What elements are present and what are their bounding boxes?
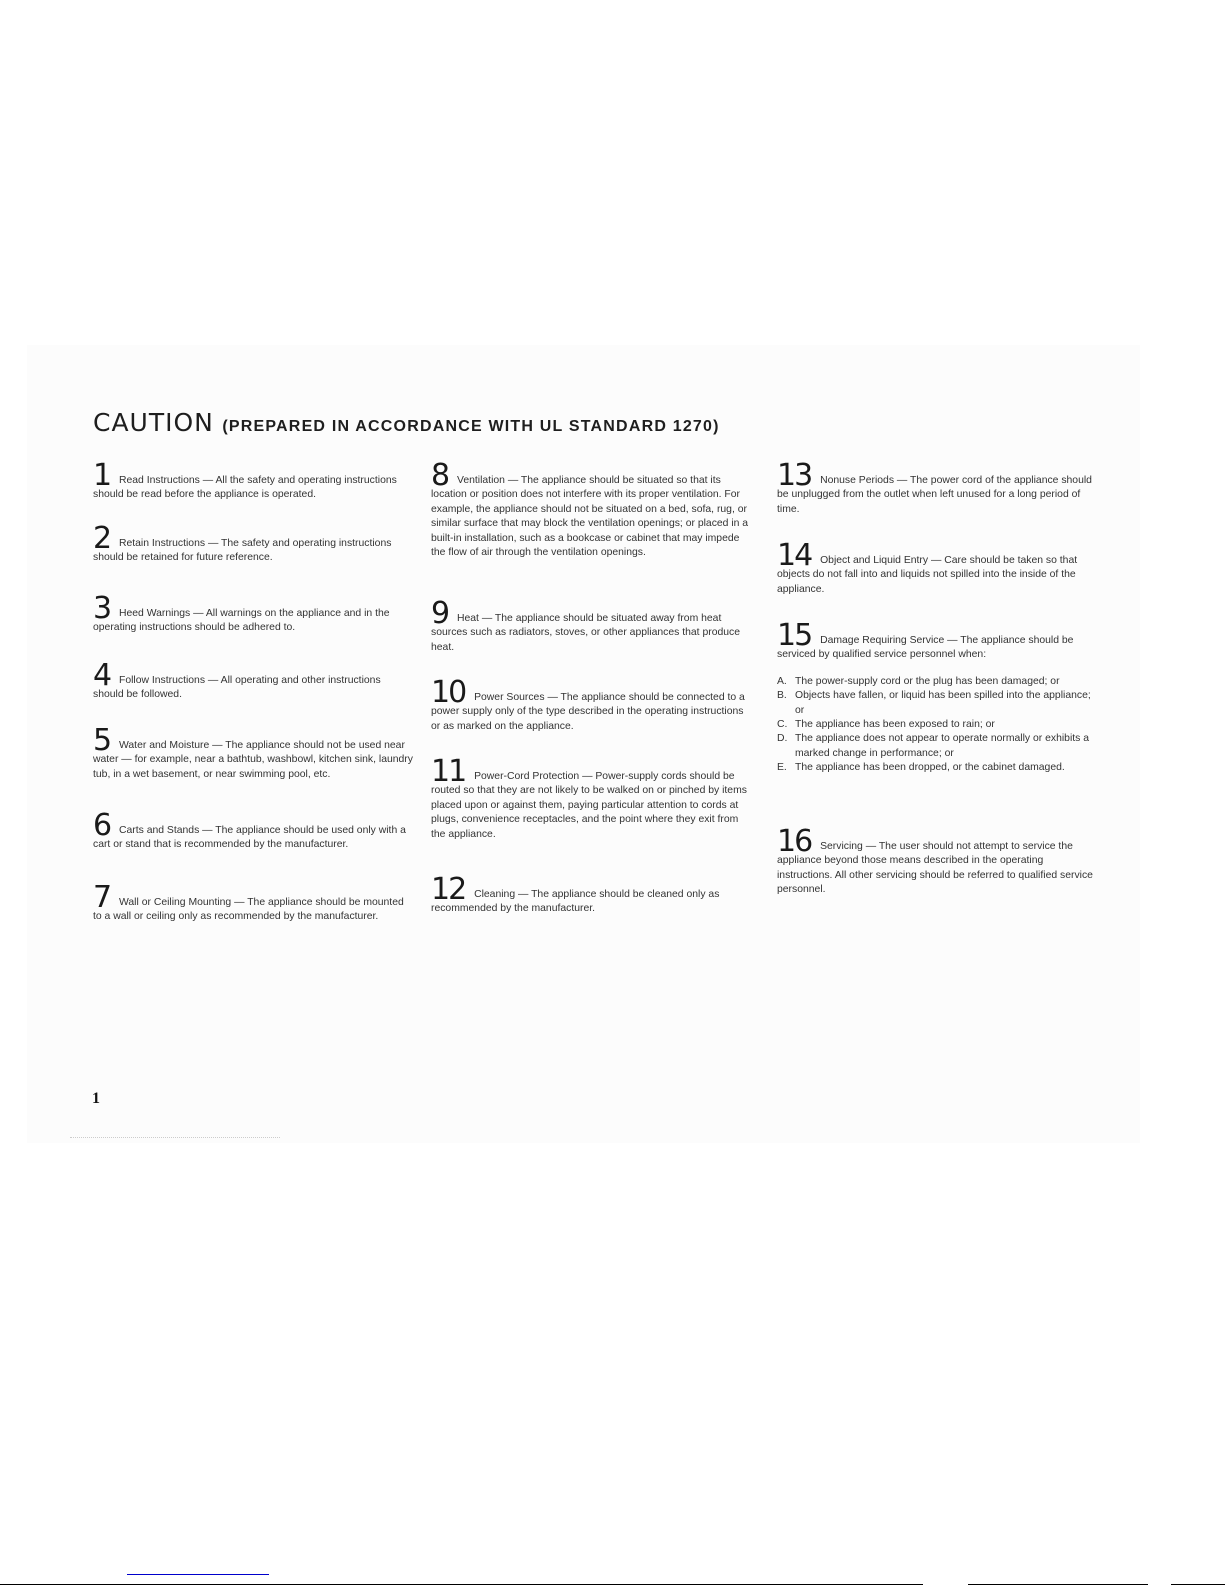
item-number: 5 [93, 723, 111, 758]
dash: — [207, 538, 219, 549]
item-heading: Damage Requiring Service [820, 635, 945, 646]
service-conditions-list [777, 675, 1097, 776]
dash: — [193, 608, 204, 619]
condition-text: The appliance has been dropped, or the cabinet damaged. [795, 762, 1065, 774]
item-heading: Follow Instructions [118, 675, 206, 686]
dash: — [207, 675, 219, 686]
caution-heading: CAUTION [93, 408, 214, 437]
item-text: The appliance should not be used near water — for example, near a bathtub, washbowl, kitchen sink, laundry tub, in a wet basement, or near swimming pool, etc. [93, 740, 413, 780]
item-number: 2 [93, 521, 111, 556]
item-text: The appliance should be used only with a cart or stand that is recommended by the manufacturer. [93, 825, 406, 851]
safety-item-15 [777, 618, 1097, 776]
dash: — [234, 897, 245, 908]
item-heading: Wall or Ceiling Mounting [118, 897, 232, 908]
caution-subtitle: (PREPARED IN ACCORDANCE WITH UL STANDARD 1270) [222, 418, 720, 435]
condition-d [777, 732, 1097, 761]
condition-a [777, 675, 1097, 689]
item-heading: Carts and Stands [118, 825, 200, 836]
item-number: 1 [93, 458, 111, 493]
dash: — [947, 635, 958, 646]
dash: — [896, 475, 908, 486]
item-number: 6 [93, 808, 111, 843]
condition-text: The appliance has been exposed to rain; or [795, 719, 995, 731]
safety-item-13 [777, 458, 1097, 517]
dash: — [202, 825, 213, 836]
item-number: 7 [93, 880, 111, 915]
link-underline [127, 1574, 269, 1575]
item-heading: Power-Cord Protection [474, 771, 580, 782]
item-text: The appliance should be serviced by qualified service personnel when: [777, 635, 1074, 661]
safety-item-5 [93, 723, 413, 782]
item-heading: Ventilation [456, 475, 505, 486]
item-heading: Servicing [820, 841, 863, 852]
item-text: The appliance should be situated away from heat sources such as radiators, stoves, or other appliances that produce heat. [431, 613, 740, 653]
condition-b [777, 689, 1097, 718]
safety-item-12 [431, 872, 751, 917]
item-heading: Heed Warnings [118, 608, 191, 619]
list-letter: E. [777, 762, 787, 774]
condition-text: The appliance does not appear to operate normally or exhibits a marked change in performance; or [795, 733, 1090, 759]
condition-e [777, 761, 1097, 775]
safety-item-7 [93, 880, 413, 925]
dash: — [930, 555, 942, 566]
item-text: Power-supply cords should be routed so that they are not likely to be walked on or pinched by items placed upon or against them, paying particular attention to cords at plugs, convenience receptacles, and the point where they exit from the appliance. [431, 771, 747, 840]
page-number: 1 [92, 1090, 100, 1107]
item-text: The appliance should be mounted to a wall or ceiling only as recommended by the manufacturer. [93, 897, 404, 923]
item-text: The safety and operating instructions should be retained for future reference. [93, 538, 392, 564]
safety-item-16 [777, 824, 1097, 898]
condition-text: Objects have fallen, or liquid has been spilled into the appliance; or [795, 690, 1091, 716]
item-heading: Object and Liquid Entry [820, 555, 929, 566]
dash: — [481, 613, 493, 624]
dash: — [202, 475, 214, 486]
safety-item-9 [431, 596, 751, 655]
item-text: All the safety and operating instructions should be read before the appliance is operated. [93, 475, 397, 501]
safety-item-3 [93, 591, 413, 636]
item-number: 4 [93, 658, 111, 693]
item-heading: Cleaning [474, 889, 516, 900]
item-heading: Read Instructions [118, 475, 200, 486]
item-text: The appliance should be cleaned only as recommended by the manufacturer. [431, 889, 720, 915]
safety-item-4 [93, 658, 413, 703]
page-title [93, 408, 720, 437]
safety-item-2 [93, 521, 413, 566]
item-number: 16 [777, 824, 812, 859]
item-heading: Nonuse Periods [820, 475, 895, 486]
item-number: 13 [777, 458, 812, 493]
safety-item-11 [431, 754, 751, 842]
item-heading: Power Sources [474, 692, 545, 703]
item-text: All warnings on the appliance and in the operating instructions should be adhered to. [93, 608, 390, 634]
item-text: The power cord of the appliance should be unplugged from the outlet when left unused for a long period of time. [777, 475, 1092, 515]
list-letter: C. [777, 719, 788, 731]
item-heading: Heat [456, 613, 479, 624]
list-letter: B. [777, 690, 787, 702]
dash: — [547, 692, 558, 703]
condition-text: The power-supply cord or the plug has been damaged; or [795, 675, 1060, 687]
condition-c [777, 718, 1097, 732]
scan-artifact-line [70, 1137, 280, 1138]
list-letter: A. [777, 675, 787, 687]
dash: — [212, 740, 223, 751]
safety-item-8 [431, 458, 751, 560]
item-number: 8 [431, 458, 449, 493]
item-heading: Water and Moisture [118, 740, 210, 751]
item-text: The user should not attempt to service the appliance beyond those means described in the operating instructions. All other servicing should be referred to qualified service personnel. [777, 841, 1093, 896]
item-number: 12 [431, 872, 466, 907]
dash: — [507, 475, 519, 486]
dash: — [865, 841, 877, 852]
dash: — [517, 889, 529, 900]
item-heading: Retain Instructions [118, 538, 206, 549]
dash: — [582, 771, 593, 782]
safety-item-6 [93, 808, 413, 853]
list-letter: D. [777, 733, 788, 745]
item-number: 11 [431, 754, 466, 789]
item-number: 10 [431, 675, 466, 710]
safety-item-14 [777, 538, 1097, 597]
safety-item-1 [93, 458, 413, 503]
item-number: 9 [431, 596, 449, 631]
item-text: The appliance should be connected to a power supply only of the type described in the operating instructions or as marked on the appliance. [431, 692, 745, 732]
item-number: 14 [777, 538, 812, 573]
item-text: All operating and other instructions should be followed. [93, 675, 381, 701]
item-number: 15 [777, 618, 812, 653]
item-text: Care should be taken so that objects do not fall into and liquids not spilled into the inside of the appliance. [777, 555, 1078, 595]
item-text: The appliance should be situated so that its location or position does not interfere with its proper ventilation. For example, the appliance should not be situated on a bed, sofa, rug, or similar surface that may block the ventilation openings; or placed in a built-in installation, such as a bookcase or cabinet that may impede the flow of air through the ventilation openings. [431, 475, 749, 559]
safety-item-10 [431, 675, 751, 734]
item-number: 3 [93, 591, 111, 626]
